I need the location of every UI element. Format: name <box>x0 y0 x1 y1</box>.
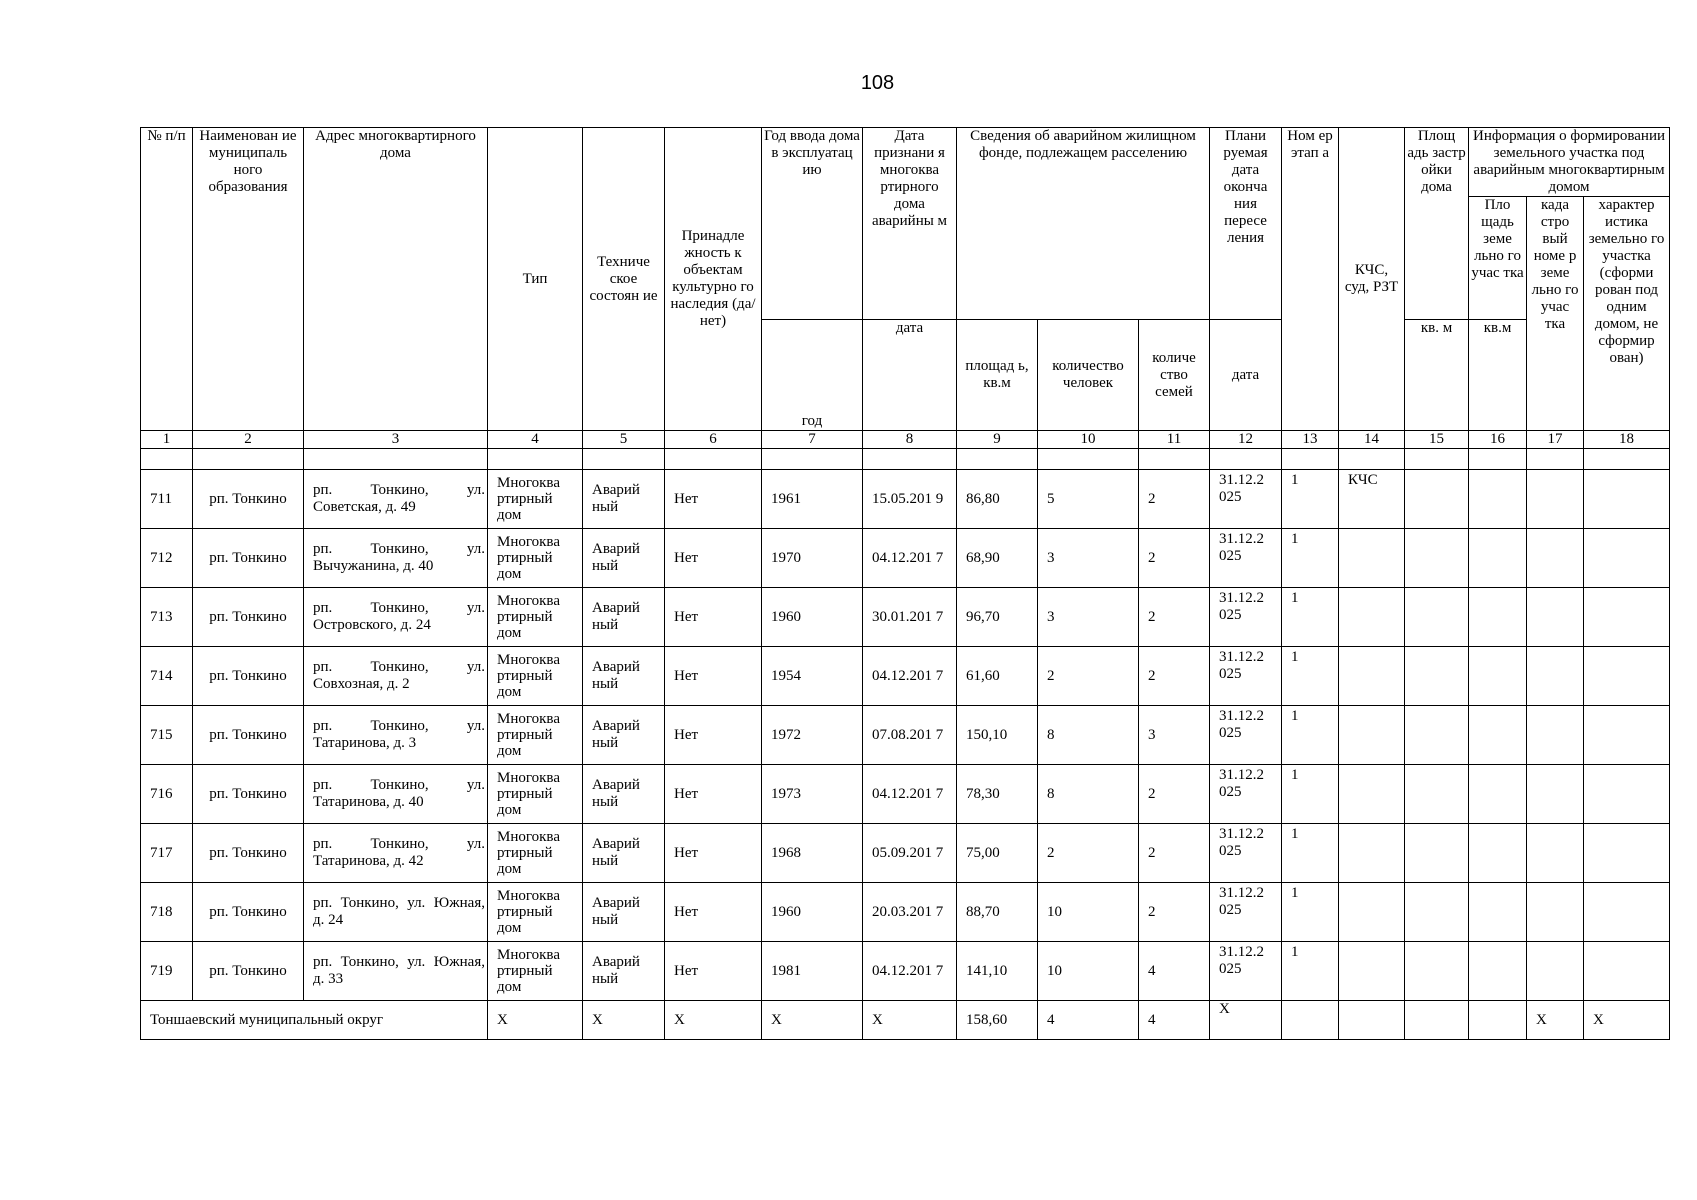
people-cell: 10 <box>1038 942 1139 1001</box>
column-number: 2 <box>193 431 304 449</box>
land-area-cell <box>1469 647 1527 706</box>
recognition-date-cell: 05.09.201 7 <box>863 824 957 883</box>
type-cell: Многоква ртирный дом <box>488 883 583 942</box>
table-row <box>141 942 1670 1001</box>
address-cell: рп. Тонкино, ул. Татаринова, д. 3 <box>304 706 488 765</box>
people-cell: 8 <box>1038 706 1139 765</box>
kchs-cell <box>1339 706 1405 765</box>
characteristic-cell <box>1584 942 1670 1001</box>
families-cell: 4 <box>1139 942 1210 1001</box>
header-year: Год ввода дома в эксплуатац ию <box>762 128 863 320</box>
column-number: 1 <box>141 431 193 449</box>
header-cadastral: када стро вый номе р земе льно го учас тка <box>1527 197 1584 431</box>
column-number: 7 <box>762 431 863 449</box>
land-area-cell <box>1469 529 1527 588</box>
address-cell: рп. Тонкино, ул. Южная, д. 24 <box>304 883 488 942</box>
row-number: 713 <box>141 588 193 647</box>
stage-cell: 1 <box>1282 765 1339 824</box>
column-number-row <box>141 431 1670 449</box>
building-area-cell <box>1405 647 1469 706</box>
address-cell: рп. Тонкино, ул. Вычужанина, д. 40 <box>304 529 488 588</box>
land-area-cell <box>1469 942 1527 1001</box>
type-cell: Многоква ртирный дом <box>488 588 583 647</box>
people-cell: 3 <box>1038 529 1139 588</box>
families-cell: 3 <box>1139 706 1210 765</box>
type-cell: Многоква ртирный дом <box>488 824 583 883</box>
column-number: 6 <box>665 431 762 449</box>
total-plan: Х <box>1210 1001 1282 1040</box>
building-area-cell <box>1405 470 1469 529</box>
land-area-cell <box>1469 883 1527 942</box>
kchs-cell: КЧС <box>1339 470 1405 529</box>
municipality-cell: рп. Тонкино <box>193 529 304 588</box>
planned-date-cell: 31.12.2 025 <box>1210 824 1282 883</box>
header-building-area-unit: кв. м <box>1405 320 1469 431</box>
characteristic-cell <box>1584 824 1670 883</box>
condition-cell: Аварий ный <box>583 942 665 1001</box>
families-cell: 2 <box>1139 588 1210 647</box>
page-number: 108 <box>860 72 895 94</box>
table-row <box>141 647 1670 706</box>
address-cell: рп. Тонкино, ул. Островского, д. 24 <box>304 588 488 647</box>
kchs-cell <box>1339 824 1405 883</box>
land-area-cell <box>1469 588 1527 647</box>
row-number: 716 <box>141 765 193 824</box>
planned-date-cell: 31.12.2 025 <box>1210 529 1282 588</box>
type-cell: Многоква ртирный дом <box>488 706 583 765</box>
column-number: 3 <box>304 431 488 449</box>
header-condition: Техниче ское состоян ие <box>583 128 665 431</box>
recognition-date-cell: 04.12.201 7 <box>863 942 957 1001</box>
planned-date-cell: 31.12.2 025 <box>1210 588 1282 647</box>
address-cell: рп. Тонкино, ул. Советская, д. 49 <box>304 470 488 529</box>
building-area-cell <box>1405 824 1469 883</box>
characteristic-cell <box>1584 588 1670 647</box>
total-cadastral: Х <box>1527 1001 1584 1040</box>
header-municipality: Наименован ие муниципаль ного образования <box>193 128 304 431</box>
column-number: 8 <box>863 431 957 449</box>
column-number: 14 <box>1339 431 1405 449</box>
header-area: площад ь, кв.м <box>957 320 1038 431</box>
families-cell: 2 <box>1139 470 1210 529</box>
table-row <box>141 470 1670 529</box>
municipality-cell: рп. Тонкино <box>193 883 304 942</box>
row-number: 711 <box>141 470 193 529</box>
municipality-cell: рп. Тонкино <box>193 647 304 706</box>
year-cell: 1960 <box>762 883 863 942</box>
families-cell: 2 <box>1139 529 1210 588</box>
total-stage <box>1282 1001 1339 1040</box>
people-cell: 5 <box>1038 470 1139 529</box>
heritage-cell: Нет <box>665 588 762 647</box>
table-row <box>141 824 1670 883</box>
stage-cell: 1 <box>1282 883 1339 942</box>
recognition-date-cell: 04.12.201 7 <box>863 529 957 588</box>
area-cell: 150,10 <box>957 706 1038 765</box>
type-cell: Многоква ртирный дом <box>488 765 583 824</box>
table-body <box>141 449 1670 1001</box>
planned-date-cell: 31.12.2 025 <box>1210 706 1282 765</box>
column-number: 9 <box>957 431 1038 449</box>
header-date-sub: дата <box>863 320 957 431</box>
column-number: 12 <box>1210 431 1282 449</box>
header-emergency-housing: Сведения об аварийном жилищном фонде, подлежащем расселению <box>957 128 1210 320</box>
total-type: Х <box>488 1001 583 1040</box>
condition-cell: Аварий ный <box>583 470 665 529</box>
total-year: Х <box>762 1001 863 1040</box>
table-row <box>141 588 1670 647</box>
municipality-cell: рп. Тонкино <box>193 706 304 765</box>
header-type: Тип <box>488 128 583 431</box>
header-land-info: Информация о формировании земельного участка под аварийным многоквартирным домом <box>1469 128 1670 197</box>
row-number: 717 <box>141 824 193 883</box>
recognition-date-cell: 07.08.201 7 <box>863 706 957 765</box>
cadastral-cell <box>1527 824 1584 883</box>
year-cell: 1968 <box>762 824 863 883</box>
area-cell: 75,00 <box>957 824 1038 883</box>
land-area-cell <box>1469 765 1527 824</box>
column-number: 13 <box>1282 431 1339 449</box>
type-cell: Многоква ртирный дом <box>488 942 583 1001</box>
header-families: количе ство семей <box>1139 320 1210 431</box>
area-cell: 141,10 <box>957 942 1038 1001</box>
building-area-cell <box>1405 588 1469 647</box>
characteristic-cell <box>1584 765 1670 824</box>
cadastral-cell <box>1527 470 1584 529</box>
header-num: № п/п <box>141 128 193 431</box>
recognition-date-cell: 20.03.201 7 <box>863 883 957 942</box>
municipality-cell: рп. Тонкино <box>193 588 304 647</box>
characteristic-cell <box>1584 706 1670 765</box>
heritage-cell: Нет <box>665 942 762 1001</box>
column-number: 17 <box>1527 431 1584 449</box>
row-number: 715 <box>141 706 193 765</box>
people-cell: 2 <box>1038 647 1139 706</box>
year-cell: 1960 <box>762 588 863 647</box>
row-number: 718 <box>141 883 193 942</box>
year-cell: 1972 <box>762 706 863 765</box>
total-kchs <box>1339 1001 1405 1040</box>
header-stage: Ном ер этап а <box>1282 128 1339 431</box>
total-heritage: Х <box>665 1001 762 1040</box>
header-land-characteristic: характер истика земельно го участка (сформи рован под одним домом, не сформир ован) <box>1584 197 1670 431</box>
year-cell: 1981 <box>762 942 863 1001</box>
condition-cell: Аварий ный <box>583 647 665 706</box>
type-cell: Многоква ртирный дом <box>488 529 583 588</box>
families-cell: 2 <box>1139 647 1210 706</box>
housing-table <box>140 127 1670 1040</box>
building-area-cell <box>1405 942 1469 1001</box>
header-people: количество человек <box>1038 320 1139 431</box>
total-area: 158,60 <box>957 1001 1038 1040</box>
total-label: Тоншаевский муниципальный округ <box>141 1001 488 1040</box>
header-address: Адрес многоквартирного дома <box>304 128 488 431</box>
header-land-area-unit: кв.м <box>1469 320 1527 431</box>
column-number: 18 <box>1584 431 1670 449</box>
total-date: Х <box>863 1001 957 1040</box>
recognition-date-cell: 30.01.201 7 <box>863 588 957 647</box>
characteristic-cell <box>1584 529 1670 588</box>
land-area-cell <box>1469 706 1527 765</box>
heritage-cell: Нет <box>665 824 762 883</box>
table-row <box>141 706 1670 765</box>
area-cell: 86,80 <box>957 470 1038 529</box>
people-cell: 3 <box>1038 588 1139 647</box>
header-heritage: Принадле жность к объектам культурно го наследия (да/нет) <box>665 128 762 431</box>
characteristic-cell <box>1584 470 1670 529</box>
land-area-cell <box>1469 824 1527 883</box>
address-cell: рп. Тонкино, ул. Татаринова, д. 42 <box>304 824 488 883</box>
cadastral-cell <box>1527 883 1584 942</box>
cadastral-cell <box>1527 765 1584 824</box>
condition-cell: Аварий ный <box>583 765 665 824</box>
row-number: 719 <box>141 942 193 1001</box>
kchs-cell <box>1339 942 1405 1001</box>
kchs-cell <box>1339 765 1405 824</box>
column-number: 10 <box>1038 431 1139 449</box>
building-area-cell <box>1405 706 1469 765</box>
cadastral-cell <box>1527 529 1584 588</box>
stage-cell: 1 <box>1282 706 1339 765</box>
land-area-cell <box>1469 470 1527 529</box>
cadastral-cell <box>1527 706 1584 765</box>
header-recognition-date: Дата признани я многоква ртирного дома аварийны м <box>863 128 957 320</box>
type-cell: Многоква ртирный дом <box>488 647 583 706</box>
building-area-cell <box>1405 529 1469 588</box>
kchs-cell <box>1339 529 1405 588</box>
column-number: 15 <box>1405 431 1469 449</box>
total-land-area <box>1469 1001 1527 1040</box>
header-year-sub: год <box>762 320 863 431</box>
cadastral-cell <box>1527 942 1584 1001</box>
recognition-date-cell: 04.12.201 7 <box>863 647 957 706</box>
year-cell: 1961 <box>762 470 863 529</box>
table-header <box>141 128 1670 449</box>
planned-date-cell: 31.12.2 025 <box>1210 883 1282 942</box>
table-row <box>141 765 1670 824</box>
kchs-cell <box>1339 588 1405 647</box>
recognition-date-cell: 04.12.201 7 <box>863 765 957 824</box>
year-cell: 1954 <box>762 647 863 706</box>
condition-cell: Аварий ный <box>583 588 665 647</box>
total-characteristic: Х <box>1584 1001 1670 1040</box>
heritage-cell: Нет <box>665 529 762 588</box>
area-cell: 61,60 <box>957 647 1038 706</box>
heritage-cell: Нет <box>665 706 762 765</box>
stage-cell: 1 <box>1282 529 1339 588</box>
stage-cell: 1 <box>1282 647 1339 706</box>
header-kchs: КЧС, суд, РЗТ <box>1339 128 1405 431</box>
total-families: 4 <box>1139 1001 1210 1040</box>
families-cell: 2 <box>1139 765 1210 824</box>
row-number: 714 <box>141 647 193 706</box>
condition-cell: Аварий ный <box>583 824 665 883</box>
cadastral-cell <box>1527 588 1584 647</box>
condition-cell: Аварий ный <box>583 883 665 942</box>
cadastral-cell <box>1527 647 1584 706</box>
row-number: 712 <box>141 529 193 588</box>
address-cell: рп. Тонкино, ул. Татаринова, д. 40 <box>304 765 488 824</box>
building-area-cell <box>1405 765 1469 824</box>
type-cell: Многоква ртирный дом <box>488 470 583 529</box>
condition-cell: Аварий ный <box>583 529 665 588</box>
stage-cell: 1 <box>1282 942 1339 1001</box>
municipality-cell: рп. Тонкино <box>193 824 304 883</box>
recognition-date-cell: 15.05.201 9 <box>863 470 957 529</box>
municipality-cell: рп. Тонкино <box>193 470 304 529</box>
heritage-cell: Нет <box>665 765 762 824</box>
column-number: 5 <box>583 431 665 449</box>
year-cell: 1973 <box>762 765 863 824</box>
area-cell: 88,70 <box>957 883 1038 942</box>
condition-cell: Аварий ный <box>583 706 665 765</box>
header-plan-sub: дата <box>1210 320 1282 431</box>
heritage-cell: Нет <box>665 470 762 529</box>
kchs-cell <box>1339 647 1405 706</box>
people-cell: 10 <box>1038 883 1139 942</box>
area-cell: 68,90 <box>957 529 1038 588</box>
planned-date-cell: 31.12.2 025 <box>1210 470 1282 529</box>
municipality-cell: рп. Тонкино <box>193 765 304 824</box>
people-cell: 2 <box>1038 824 1139 883</box>
characteristic-cell <box>1584 883 1670 942</box>
column-number: 4 <box>488 431 583 449</box>
table-row <box>141 883 1670 942</box>
total-row <box>141 1001 1670 1040</box>
stage-cell: 1 <box>1282 470 1339 529</box>
area-cell: 78,30 <box>957 765 1038 824</box>
total-state: Х <box>583 1001 665 1040</box>
planned-date-cell: 31.12.2 025 <box>1210 647 1282 706</box>
stage-cell: 1 <box>1282 824 1339 883</box>
people-cell: 8 <box>1038 765 1139 824</box>
heritage-cell: Нет <box>665 883 762 942</box>
column-number: 16 <box>1469 431 1527 449</box>
year-cell: 1970 <box>762 529 863 588</box>
building-area-cell <box>1405 883 1469 942</box>
heritage-cell: Нет <box>665 647 762 706</box>
header-planned-date: Плани руемая дата оконча ния пересе ления <box>1210 128 1282 320</box>
spacer-row <box>141 449 1670 470</box>
header-building-area: Площ адь застр ойки дома <box>1405 128 1469 320</box>
address-cell: рп. Тонкино, ул. Южная, д. 33 <box>304 942 488 1001</box>
column-number: 11 <box>1139 431 1210 449</box>
planned-date-cell: 31.12.2 025 <box>1210 765 1282 824</box>
total-people: 4 <box>1038 1001 1139 1040</box>
characteristic-cell <box>1584 647 1670 706</box>
area-cell: 96,70 <box>957 588 1038 647</box>
families-cell: 2 <box>1139 883 1210 942</box>
header-land-area: Пло щадь земе льно го учас тка <box>1469 197 1527 320</box>
municipality-cell: рп. Тонкино <box>193 942 304 1001</box>
planned-date-cell: 31.12.2 025 <box>1210 942 1282 1001</box>
kchs-cell <box>1339 883 1405 942</box>
families-cell: 2 <box>1139 824 1210 883</box>
address-cell: рп. Тонкино, ул. Совхозная, д. 2 <box>304 647 488 706</box>
total-building-area <box>1405 1001 1469 1040</box>
stage-cell: 1 <box>1282 588 1339 647</box>
table-row <box>141 529 1670 588</box>
